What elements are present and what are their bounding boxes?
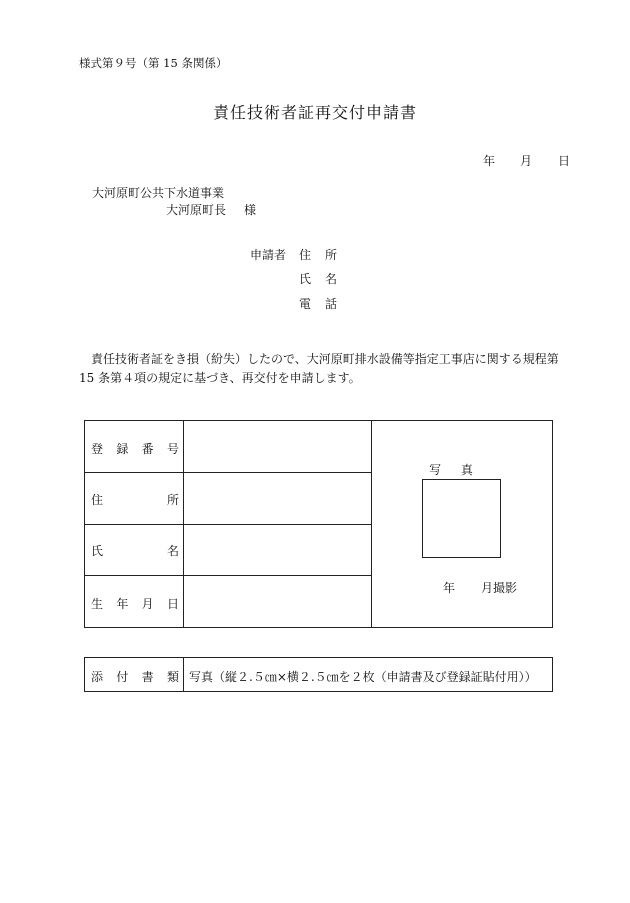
date-year-label: 年 <box>483 154 496 168</box>
attachment-table <box>84 657 553 692</box>
addressee-mayor <box>166 201 256 218</box>
table-divider <box>183 658 184 691</box>
label-char: 類 <box>166 670 179 684</box>
form-number: 様式第９号（第 15 条関係） <box>79 56 228 70</box>
addressee-title: 大河原町長 <box>166 203 227 217</box>
label-char: 録 <box>116 442 129 456</box>
label-char: 話 <box>325 297 338 311</box>
photo-box <box>422 479 501 558</box>
statement-text: 責任技術者証をき損（紛失）したので、大河原町排水設備等指定工事店に関する規程第 15 条第４項の規定に基づき、再交付を申請します。 <box>79 352 559 385</box>
label-char: 番 <box>141 442 154 456</box>
label-char: 氏 <box>299 272 312 286</box>
label-char: 名 <box>325 272 338 286</box>
applicant-phone-label <box>299 295 351 312</box>
birthdate-label <box>91 595 179 612</box>
label-char: 電 <box>299 297 312 311</box>
label-char: 日 <box>166 597 179 611</box>
label-char: 登 <box>91 442 104 456</box>
date-day-label: 日 <box>558 154 571 168</box>
label-char: 所 <box>166 493 179 507</box>
label-char: 年 <box>116 597 129 611</box>
photo-date-caption <box>443 579 517 596</box>
date-month-label: 月 <box>520 154 533 168</box>
applicant-address-label <box>299 246 351 263</box>
table-divider <box>85 472 371 473</box>
label-char: 書 <box>141 670 154 684</box>
name-label <box>91 542 179 559</box>
label-char: 所 <box>325 248 338 262</box>
photo-caption-year: 年 <box>443 581 456 595</box>
label-char: 名 <box>166 544 179 558</box>
table-divider <box>371 421 372 627</box>
label-char: 付 <box>116 670 129 684</box>
application-statement <box>79 350 559 388</box>
document-title: 責任技術者証再交付申請書 <box>212 103 417 122</box>
photo-title: 写 真 <box>429 463 481 477</box>
label-char: 住 <box>299 248 312 262</box>
table-divider <box>85 524 371 525</box>
addressee-honorific: 様 <box>244 203 257 217</box>
attachment-value: 写真（縦２.５㎝×横２.５㎝を２枚（申請書及び登録証貼付用）） <box>189 670 537 684</box>
label-char: 号 <box>166 442 179 456</box>
label-char: 添 <box>91 670 104 684</box>
applicant-label: 申請者 <box>250 248 287 262</box>
label-char: 氏 <box>91 544 104 558</box>
label-char: 月 <box>141 597 154 611</box>
registration-number-label <box>91 440 179 457</box>
registration-table <box>84 420 553 628</box>
applicant-name-label <box>299 270 351 287</box>
table-divider <box>85 575 371 576</box>
addressee-organization: 大河原町公共下水道事業 <box>92 186 225 200</box>
photo-caption-month: 月撮影 <box>481 581 518 595</box>
label-char: 生 <box>91 597 104 611</box>
attachment-label <box>91 668 179 685</box>
label-char: 住 <box>91 493 104 507</box>
address-label <box>91 491 179 508</box>
